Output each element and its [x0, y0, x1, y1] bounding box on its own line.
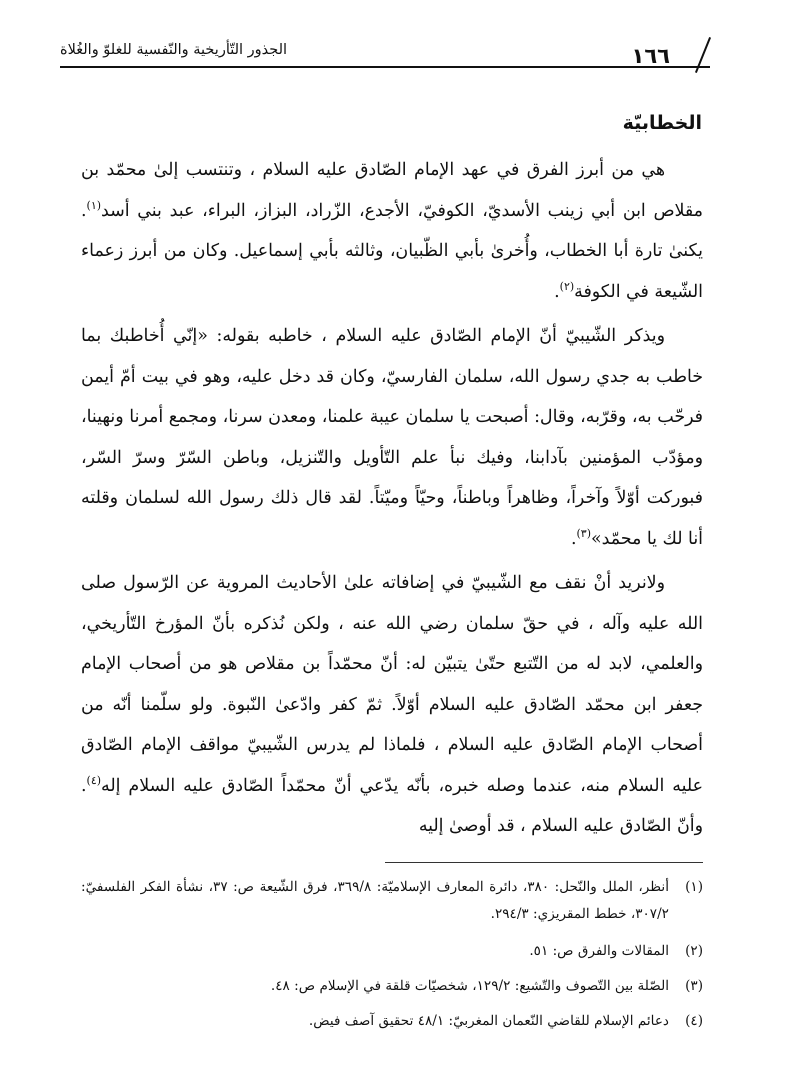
paragraph-text: . — [570, 528, 577, 549]
footnote-number: (٣) — [685, 978, 703, 994]
paragraph-text: ولانريد أنْ نقف مع الشّيبيّ في إضافاته علىٰ الأحاديث المروية عن الرّسول صلى الله عليه وآله ، في حقّ سلمان رضي الله عنه ، ولكن نُذكره بأنّ المؤرخ التّأريخي، والعلمي، لابد له من التّتبع حتّىٰ يتبيّن له: أنّ محمّداً بن مقلاص هو من أصحاب الإمام جعفر ابن محمّد الصّادق عليه السلام أوّلاً. ثمّ كفر وادّعىٰ النّبوة. ولو سلّمنا أنّه من أصحاب الإمام الصّادق عليه السلام ، فلماذا لم يدرس الشّيبيّ مواقف الإمام الصّادق عليه السلام منه، عندما وصله خبره، بأنّه يدّعي أنّ محمّداً الصّادق عليه السلام إله — [81, 573, 703, 796]
footnote-ref[interactable]: (٣) — [576, 526, 591, 540]
paragraph-text: ويذكر الشّيبيّ أنّ الإمام الصّادق عليه السلام ، خاطبه بقوله: «إنّي أُخاطبك بما خاطب به جدي رسول الله، سلمان الفارسيّ، وكان قد دخل عليه، وهو في بيت أمّ أيمن فرحّب به، وقرّبه، وقال: أصبحت يا سلمان عيبة علمنا، ومعدن سرنا، ومجمع أمرنا ونهينا، ومؤدّب المؤمنين بآدابنا، وفيك نبأ علم التّأويل والتّنزيل، وباطن السّرّ وسرّ السّر، فبوركت أوّلاً وآخراً، وظاهراً وباطناً، وحيّاً وميّتاً. لقد قال ذلك رسول الله لسلمان وقلته أنا لك يا محمّد» — [81, 326, 703, 549]
footnote-text: دعائم الإسلام للقاضي النّعمان المغربيّ: ٤٨/١ تحقيق آصف فيض. — [308, 1013, 669, 1029]
page-number: ١٦٦ — [631, 44, 670, 68]
footnote-ref[interactable]: (٤) — [86, 773, 102, 787]
paragraph-text: . — [554, 281, 560, 302]
page-header — [60, 30, 710, 70]
footnote-number: (٤) — [685, 1013, 703, 1029]
footnote-text: المقالات والفرق ص: ٥١. — [529, 943, 669, 959]
footnote-number: (٢) — [685, 943, 703, 959]
header-rule — [60, 66, 710, 68]
paragraph — [81, 150, 703, 312]
footnote-number: (١) — [685, 879, 703, 895]
paragraph-text: . يكنىٰ تارة أبا الخطاب، وأُخرىٰ بأبي الظّبيان، وثالثه بأبي إسماعيل. وكان من أبرز زعماء الشّيعة في الكوفة — [81, 200, 703, 302]
paragraph-text: هي من أبرز الفرق في عهد الإمام الصّادق عليه السلام ، وتنتسب إلىٰ محمّد بن مقلاص ابن أبي زينب الأسديّ، الكوفيّ، الأجدع، الزّراد، البزاز، البراء، عبد بني أسد — [81, 160, 703, 221]
footnote — [81, 973, 703, 1000]
footnote-rule — [385, 862, 703, 863]
footnote-ref[interactable]: (٢) — [559, 279, 575, 293]
footnote — [81, 1008, 703, 1035]
running-title: الجذور التّأريخية والنّفسية للغلوّ والغُلاة — [60, 42, 288, 58]
footnote-text: أنظر، الملل والنّحل: ٣٨٠، دائرة المعارف الإسلاميّة: ٣٦٩/٨، فرق الشّيعة ص: ٣٧، نشأة الفكر الفلسفيّ: ٣٠٧/٢، خطط المقريزي: ٢٩٤/٣. — [81, 879, 669, 922]
section-title: الخطابيّة — [622, 112, 702, 134]
footnote-ref[interactable]: (١) — [86, 198, 102, 212]
paragraph — [81, 563, 703, 847]
paragraph — [81, 316, 703, 559]
paragraph-text: . وأنّ الصّادق عليه السلام ، قد أوصىٰ إليه — [81, 775, 703, 836]
footnote — [81, 938, 703, 965]
footnote — [81, 874, 703, 928]
footnotes — [81, 874, 703, 1043]
footnote-text: الصّلة بين التّصوف والتّشيع: ١٢٩/٢، شخصيّات قلقة في الإسلام ص: ٤٨. — [270, 978, 669, 994]
body-text — [81, 150, 703, 851]
